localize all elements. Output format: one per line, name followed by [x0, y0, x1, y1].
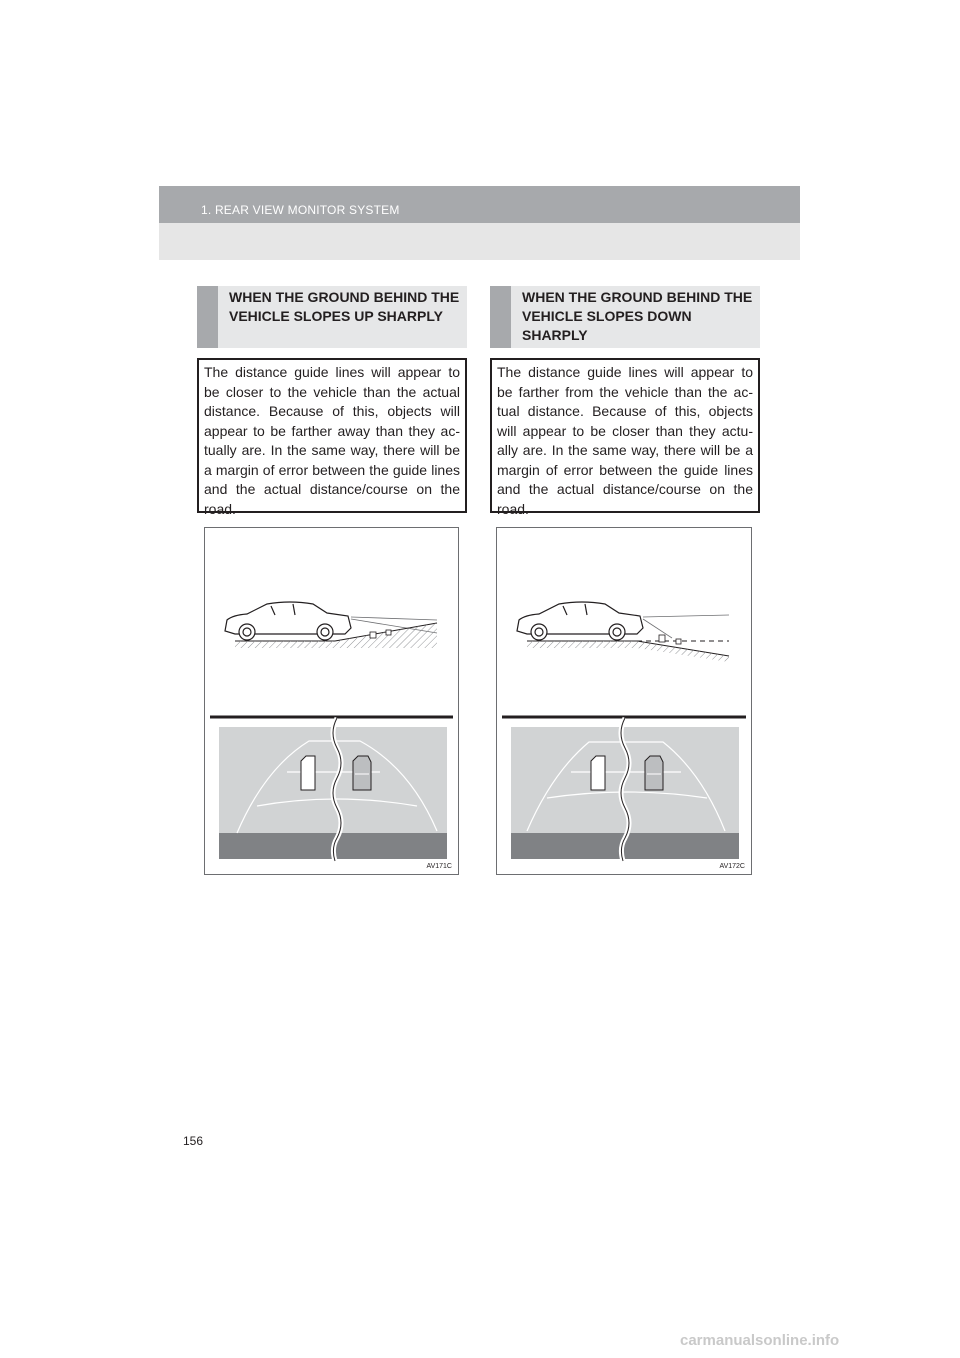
- header-band: [159, 186, 800, 260]
- object-box-icon: [659, 635, 665, 642]
- section-heading-slope-up: [197, 286, 467, 348]
- illustration-slope-up: [205, 528, 460, 876]
- object-box-icon: [370, 632, 376, 638]
- heading-text: WHEN THE GROUND BEHIND THE VEHICLE SLOPES UP SHARPLY: [229, 289, 460, 324]
- heading-text: WHEN THE GROUND BEHIND THE VEHICLE SLOPES DOWN SHARPLY: [522, 289, 753, 343]
- page-number: 156: [183, 1134, 204, 1148]
- figure-code: AV172C: [719, 863, 745, 870]
- car-side-icon: [517, 602, 643, 640]
- section-box-slope-up: [197, 358, 467, 517]
- figure-slope-down: [496, 527, 752, 875]
- section-body: The distance guide lines will appear to be farther from the vehicle than the ac-tual distance. Because of this, objects will appear to be closer than they actu-ally are. In the same way, there will be a margin of error between the guide lines and the actual distance/course on the road.: [497, 364, 753, 517]
- monitor-view: [219, 718, 447, 861]
- section-title: 1. REAR VIEW MONITOR SYSTEM: [201, 203, 400, 217]
- heading-accent-bar: [197, 286, 218, 348]
- figure-code: AV171C: [426, 863, 452, 870]
- illustration-slope-down: [497, 528, 753, 876]
- figure-slope-up: [204, 527, 459, 875]
- object-box-icon: [676, 639, 681, 644]
- watermark: carmanualsonline.info: [680, 1332, 840, 1349]
- heading-accent-bar: [490, 286, 511, 348]
- object-box-icon: [591, 756, 605, 790]
- object-box-icon: [301, 756, 315, 790]
- object-box-icon: [386, 630, 391, 635]
- car-side-icon: [225, 602, 351, 640]
- section-heading-slope-down: [490, 286, 760, 348]
- section-body: The distance guide lines will appear to be closer to the vehicle than the actual distance. Because of this, objects will appear to be farther away than they ac-tually are. In the same way, there will be a margin of error between the guide lines and the actual distance/course on the road.: [204, 364, 460, 517]
- monitor-view: [511, 718, 739, 861]
- object-box-icon: [645, 756, 663, 790]
- section-box-slope-down: [490, 358, 760, 517]
- header-top-bar: [159, 186, 800, 223]
- object-box-icon: [353, 756, 371, 790]
